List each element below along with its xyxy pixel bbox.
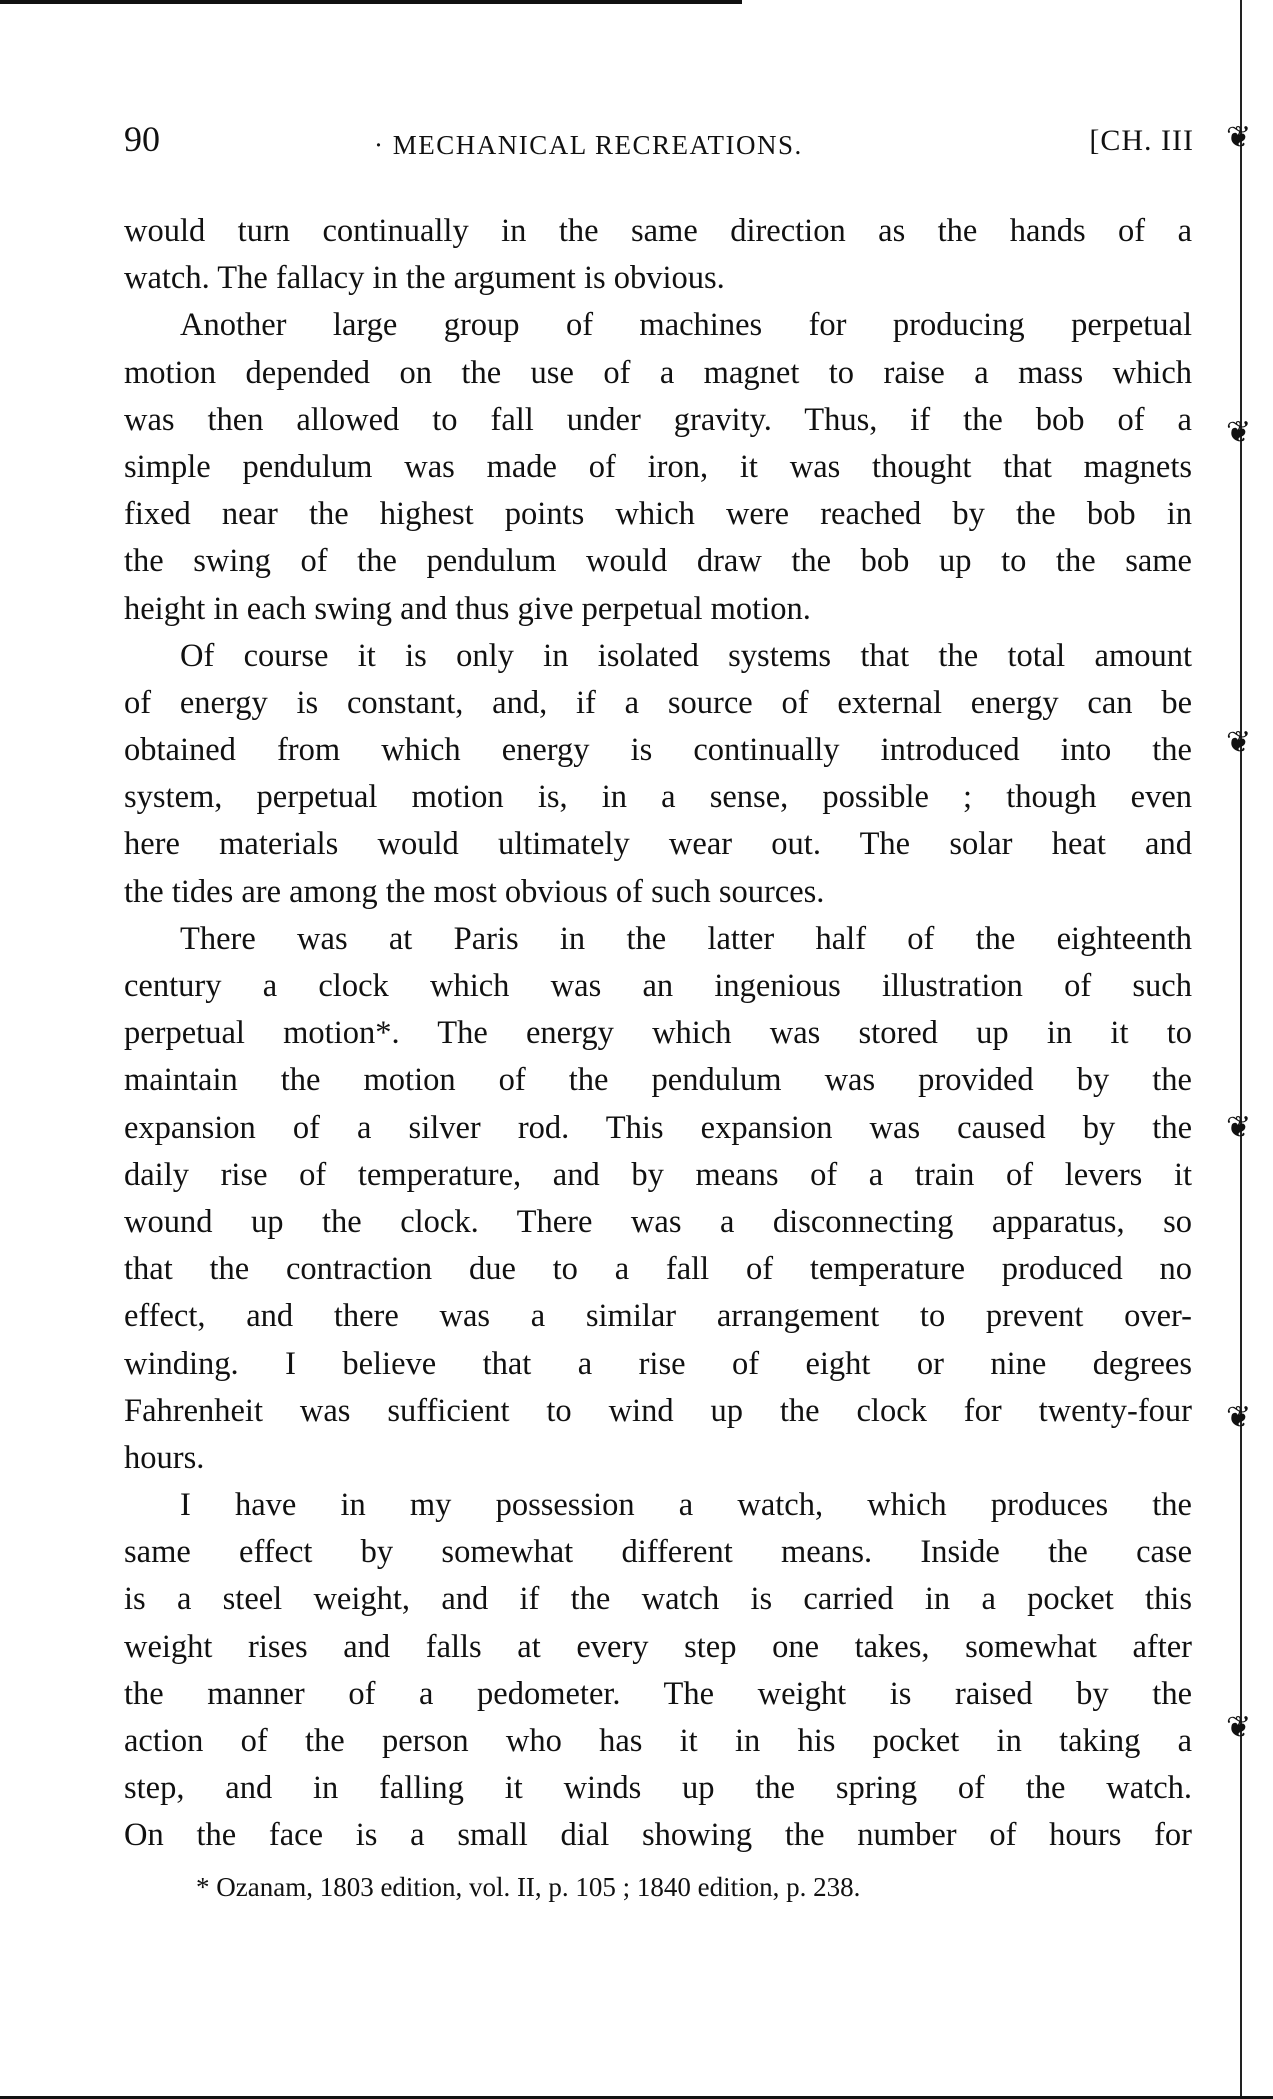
text-line: century a clock which was an ingenious illustration of such [124,968,1192,1004]
text-line: watch. The fallacy in the argument is obvious. [124,260,725,297]
running-title: · MECHANICAL RECREATIONS. [374,130,803,160]
binding-ornament-icon: ❦ [1226,1110,1252,1145]
text-line: would turn continually in the same direction as the hands of a [124,213,1192,249]
text-line: same effect by somewhat different means. Inside the case [124,1534,1192,1571]
binding-ornament-icon: ❦ [1226,1710,1252,1745]
text-line: perpetual motion*. The energy which was stored up in it to [124,1015,1192,1052]
text-line: here materials would ultimately wear out. The solar heat and [124,826,1192,863]
running-header [124,118,1194,168]
text-line: There was at Paris in the latter half of the eighteenth [180,920,1192,957]
text-line: obtained from which energy is continually introduced into the [124,732,1192,769]
text-line: is a steel weight, and if the watch is carried in a pocket this [124,1581,1192,1618]
text-line: simple pendulum was made of iron, it was thought that magnets [124,448,1192,485]
text-line: hours. [124,1439,205,1476]
text-line: wound up the clock. There was a disconnecting apparatus, so [124,1203,1192,1240]
text-line: weight rises and falls at every step one takes, somewhat after [124,1628,1192,1665]
text-line: winding. I believe that a rise of eight or nine degrees [124,1345,1192,1382]
footnote: * Ozanam, 1803 edition, vol. II, p. 105 ; 1840 edition, p. 238. [196,1872,861,1902]
text-line: system, perpetual motion is, in a sense, possible ; though even [124,779,1192,816]
text-line: maintain the motion of the pendulum was provided by the [124,1062,1192,1099]
top-border-rule [0,0,742,4]
text-line: the swing of the pendulum would draw the bob up to the same [124,543,1192,580]
text-line: Of course it is only in isolated systems that the total amount [180,637,1192,674]
text-line: effect, and there was a similar arrangement to prevent over- [124,1298,1192,1335]
text-line: that the contraction due to a fall of temperature produced no [124,1251,1192,1288]
binding-ornament-icon: ❦ [1226,1400,1252,1435]
text-line: Fahrenheit was sufficient to wind up the clock for twenty-four [124,1392,1192,1429]
chapter-label: [CH. III [1089,124,1194,157]
text-line: daily rise of temperature, and by means of a train of levers it [124,1156,1192,1193]
text-line: height in each swing and thus give perpetual motion. [124,590,811,627]
binding-ornament-icon: ❦ [1226,415,1252,450]
body-text [124,208,1192,1860]
binding-ornament-icon: ❦ [1226,120,1252,155]
binding-ornament-icon: ❦ [1226,725,1252,760]
text-line: step, and in falling it winds up the spring of the watch. [124,1770,1192,1807]
text-line: action of the person who has it in his pocket in taking a [124,1723,1192,1759]
text-line: I have in my possession a watch, which produces the [180,1487,1192,1524]
text-line: the manner of a pedometer. The weight is raised by the [124,1675,1192,1712]
text-line: expansion of a silver rod. This expansion was caused by the [124,1109,1192,1146]
text-line: Another large group of machines for producing perpetual [180,307,1192,344]
binding-edge [1240,0,1242,2099]
text-line: motion depended on the use of a magnet to raise a mass which [124,354,1192,391]
text-line: fixed near the highest points which were reached by the bob in [124,496,1192,533]
text-line: the tides are among the most obvious of such sources. [124,873,825,910]
text-line: was then allowed to fall under gravity. Thus, if the bob of a [124,401,1192,438]
page-number: 90 [124,119,160,159]
text-line: On the face is a small dial showing the number of hours for [124,1817,1192,1854]
text-line: of energy is constant, and, if a source of external energy can be [124,684,1192,721]
